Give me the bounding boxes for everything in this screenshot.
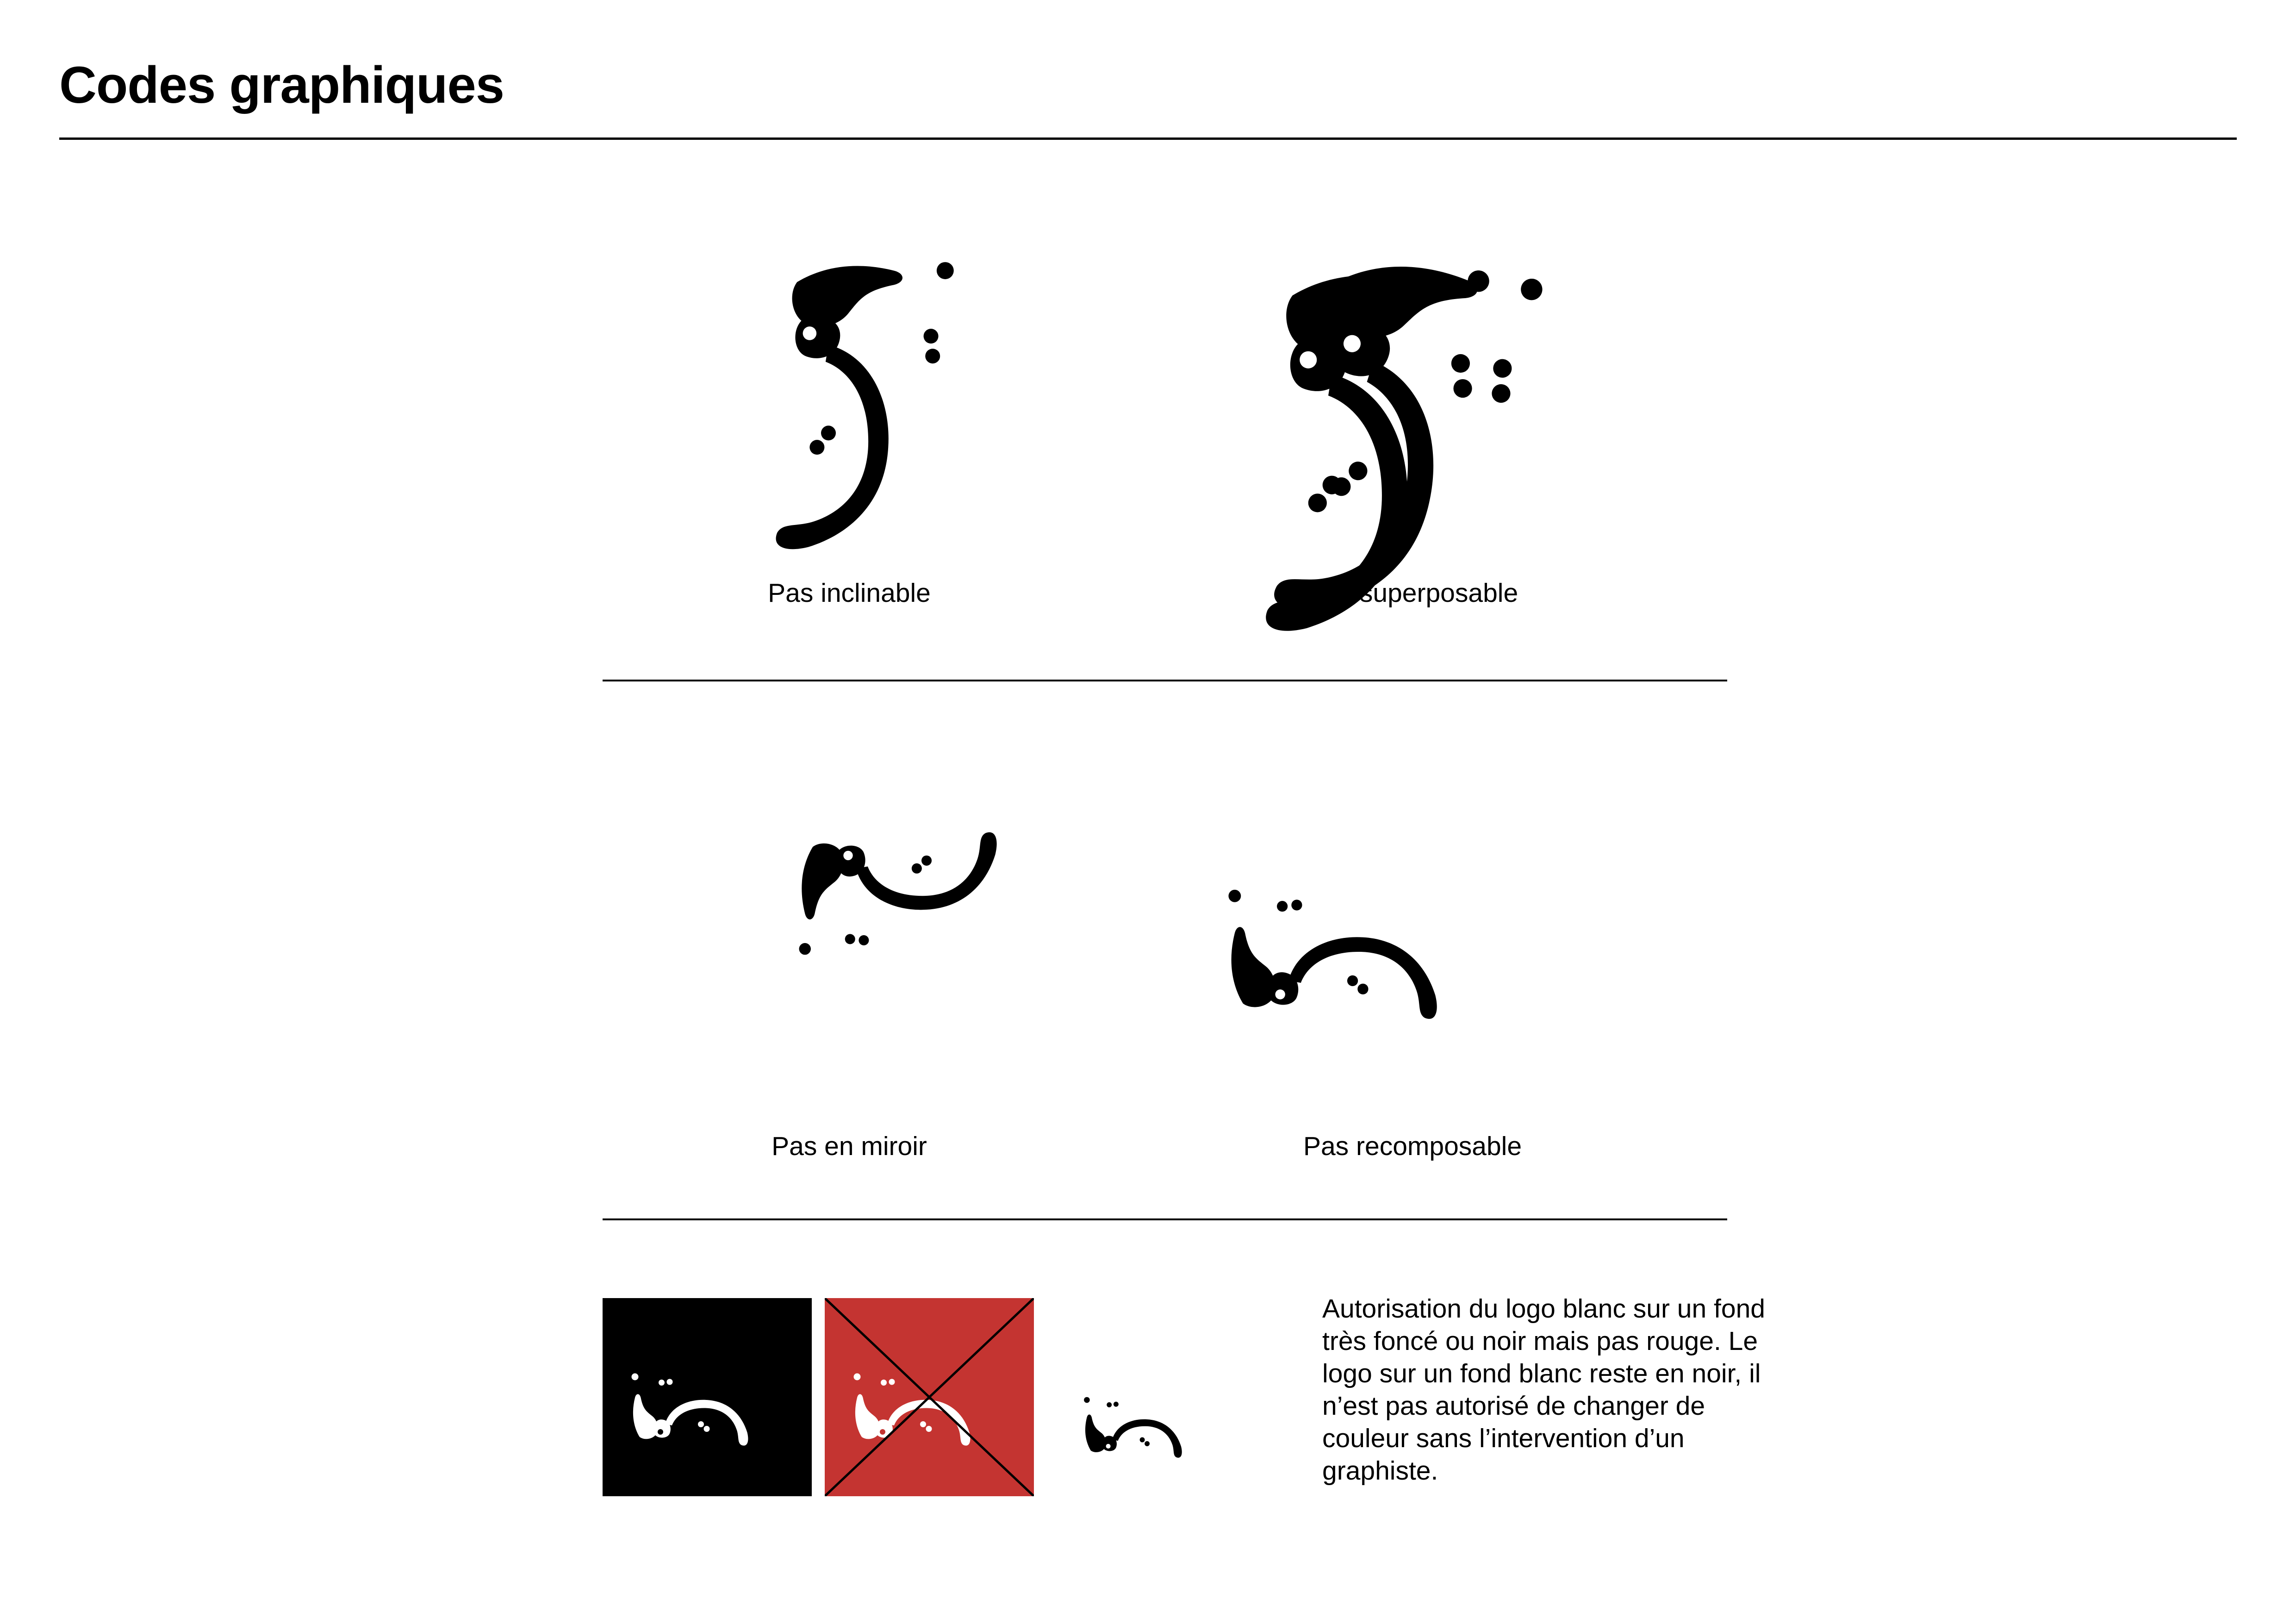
logo-on-red-icon [825, 1298, 1034, 1496]
caption-not-tiltable: Pas inclinable [768, 578, 931, 608]
logo-on-red-swatch [825, 1298, 1034, 1496]
logo-black-icon [1078, 1343, 1254, 1463]
logo-overlapped-icon [1245, 245, 1569, 560]
section-divider-2 [603, 1218, 1727, 1220]
logo-on-black-swatch [603, 1298, 812, 1496]
logo-mirrored-icon [662, 824, 1014, 1028]
color-usage-text: Autorisation du logo blanc sur un fond très foncé ou noir mais pas rouge. Le logo sur un fond blanc reste en noir, il n’est pas autorisé de changer de couleur sans l’intervention d’un graphiste. [1322, 1294, 1765, 1486]
caption-not-recomposable: Pas recomposable [1303, 1131, 1522, 1161]
logo-tilted-icon [759, 259, 972, 556]
logo-recomposed-icon [1226, 806, 1550, 1028]
caption-not-mirrored: Pas en miroir [772, 1131, 927, 1161]
caption-not-overlappable: Pas superposable [1307, 578, 1518, 608]
logo-white-icon [603, 1298, 812, 1496]
page-title: Codes graphiques [59, 56, 504, 114]
title-rule [59, 137, 2237, 140]
section-divider-1 [603, 680, 1727, 681]
